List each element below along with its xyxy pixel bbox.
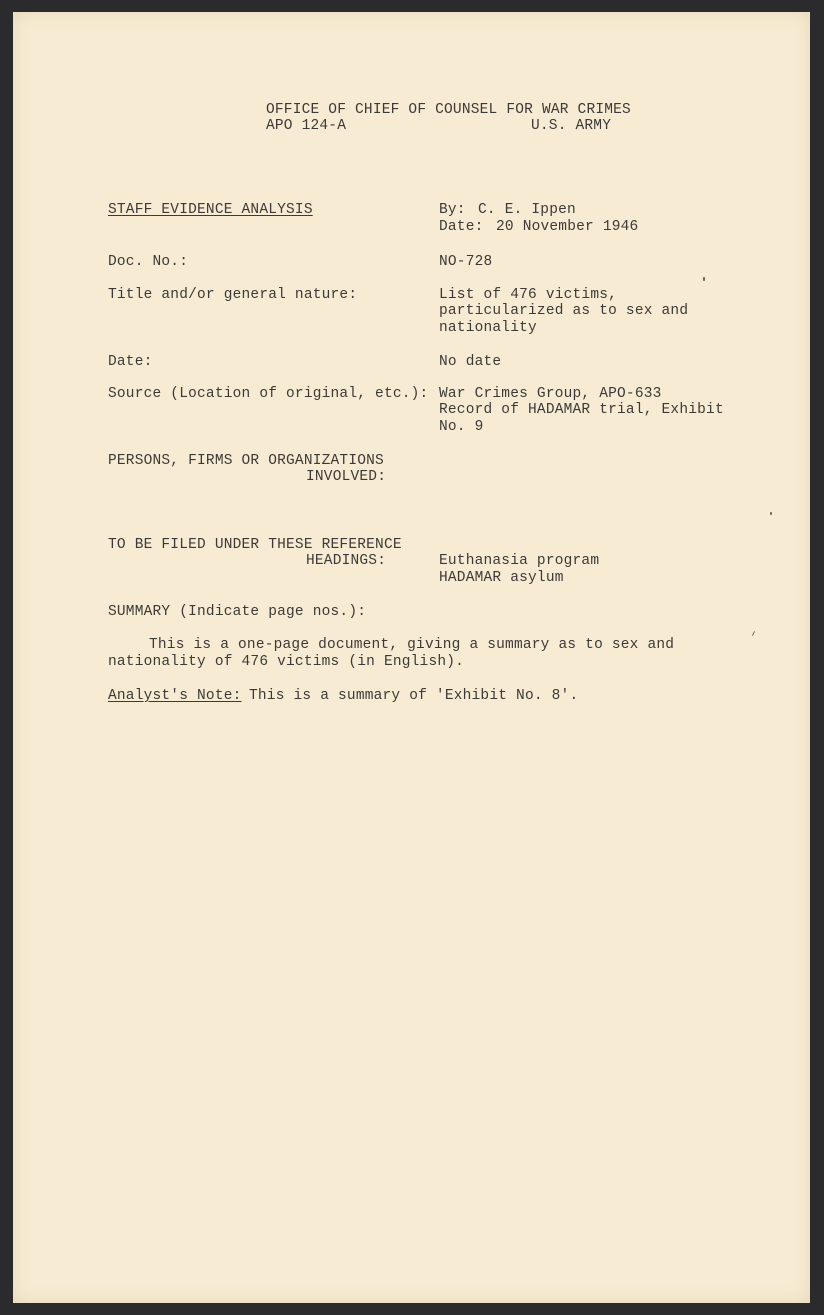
- note-label: Analyst's Note:: [108, 688, 242, 704]
- nature-label: Title and/or general nature:: [108, 287, 358, 303]
- nature-value-line: particularized as to sex and: [439, 303, 689, 319]
- date-label: Date:: [439, 219, 484, 235]
- doc-date-label: Date:: [108, 354, 153, 370]
- filed-label-line: TO BE FILED UNDER THESE REFERENCE: [108, 537, 402, 553]
- header-apo: APO 124-A: [266, 118, 347, 134]
- nature-value-line: List of 476 victims,: [439, 287, 618, 303]
- paper-speck: [703, 277, 705, 281]
- filed-value-line: Euthanasia program: [439, 553, 600, 569]
- filed-value-line: HADAMAR asylum: [439, 570, 564, 586]
- source-label: Source (Location of original, etc.):: [108, 386, 429, 402]
- source-value-line: Record of HADAMAR trial, Exhibit: [439, 402, 724, 418]
- filed-label-line: HEADINGS:: [306, 553, 387, 569]
- paper-speck: [770, 512, 772, 515]
- persons-label-line: INVOLVED:: [306, 469, 387, 485]
- persons-label-line: PERSONS, FIRMS OR ORGANIZATIONS: [108, 453, 384, 469]
- form-title: STAFF EVIDENCE ANALYSIS: [108, 202, 313, 218]
- doc-no-label: Doc. No.:: [108, 254, 189, 270]
- date-value: 20 November 1946: [496, 219, 639, 235]
- summary-text-line: This is a one-page document, giving a summary as to sex and: [149, 637, 675, 653]
- doc-date-value: No date: [439, 354, 502, 370]
- by-value: C. E. Ippen: [478, 202, 576, 218]
- source-value-line: War Crimes Group, APO-633: [439, 386, 662, 402]
- header-army: U.S. ARMY: [531, 118, 612, 134]
- note-text: This is a summary of 'Exhibit No. 8'.: [249, 688, 579, 704]
- nature-value-line: nationality: [439, 320, 537, 336]
- by-label: By:: [439, 202, 466, 218]
- summary-text-line: nationality of 476 victims (in English).: [108, 654, 465, 670]
- doc-no-value: NO-728: [439, 254, 493, 270]
- summary-label: SUMMARY (Indicate page nos.):: [108, 604, 367, 620]
- source-value-line: No. 9: [439, 419, 484, 435]
- header-office: OFFICE OF CHIEF OF COUNSEL FOR WAR CRIMES: [266, 102, 631, 118]
